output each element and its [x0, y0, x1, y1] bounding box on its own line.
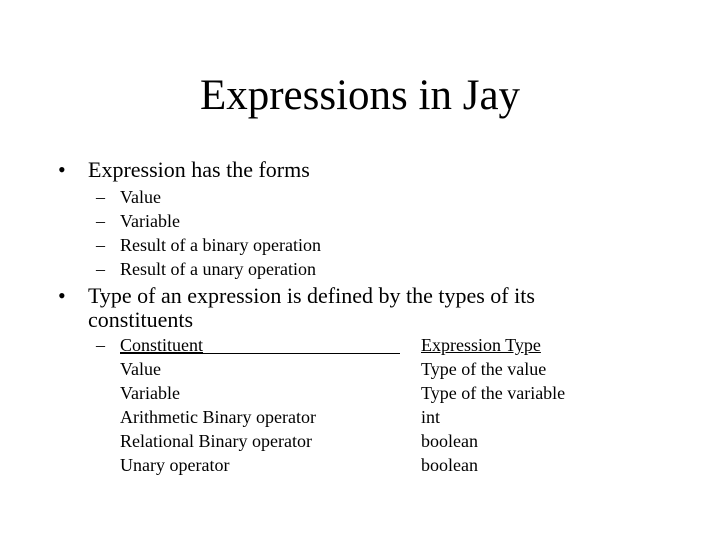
- sub-item-label: Variable: [120, 211, 180, 231]
- table-cell: Type of the value: [421, 359, 547, 379]
- bullet-text: Expression has the forms: [88, 157, 310, 182]
- bullet-expression-type: [58, 284, 698, 332]
- bullet-text-line1: Type of an expression is defined by the types of its: [88, 283, 535, 308]
- table-cell: Type of the variable: [421, 383, 566, 403]
- table-header-constituent: Constituent: [120, 335, 204, 355]
- dash-marker: –: [96, 335, 105, 355]
- table-cell: Unary operator: [120, 455, 230, 475]
- table-left-column: [120, 333, 316, 477]
- table-right-column: [421, 333, 565, 477]
- bullet-expression-forms: [58, 158, 698, 182]
- table-cell: Relational Binary operator: [120, 431, 312, 451]
- slide-title: Expressions in Jay: [199, 72, 521, 119]
- table-cell: boolean: [421, 455, 478, 475]
- table-cell: boolean: [421, 431, 478, 451]
- bullet-marker: •: [58, 157, 66, 182]
- table-cell: int: [421, 407, 441, 427]
- table-header-expression-type: Expression Type: [421, 335, 541, 355]
- dash-marker: –: [96, 187, 105, 207]
- dash-marker: –: [96, 235, 105, 255]
- dash-marker: –: [96, 259, 105, 279]
- bullet-marker: •: [58, 283, 66, 308]
- dash-marker: –: [96, 211, 105, 231]
- table-cell: Arithmetic Binary operator: [120, 407, 316, 427]
- bullet-text-line2: constituents: [88, 307, 194, 332]
- table-cell: Variable: [120, 383, 180, 403]
- sub-item-label: Result of a binary operation: [120, 235, 321, 255]
- sub-item-label: Result of a unary operation: [120, 259, 316, 279]
- sub-item-label: Value: [120, 187, 161, 207]
- table-cell: Value: [120, 359, 161, 379]
